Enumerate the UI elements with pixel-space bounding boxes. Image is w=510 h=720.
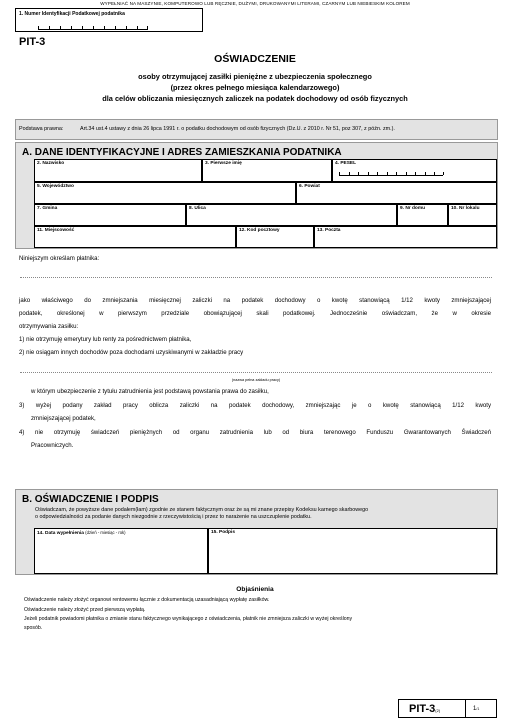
section-b [15,489,498,575]
voivodeship-field[interactable] [34,182,296,204]
municipality-label: 7. Gmina [37,206,58,211]
postal-code-label: 12. Kod pocztowy [239,228,280,233]
post-office-field[interactable] [314,226,497,248]
explanation-line-1: Oświadczenie należy złożyć organowi rentowemu łącznie z dokumentacją uzasadniającą wypłatę zasiłków. [24,597,270,603]
workplace-caption: (nazwa pełna zakładu pracy) [231,378,281,382]
legal-basis-text: Art.34 ust.4 ustawy z dnia 26 lipca 1991 r. o podatku dochodowym od osób fizycznych (Dz.U. z 2010 r. Nr 51, poz 307, z późn. zm.). [80,126,395,132]
house-number-field[interactable] [397,204,448,226]
payer-entry-line[interactable] [20,277,492,278]
street-field[interactable] [186,204,397,226]
pesel-field[interactable] [332,159,497,182]
nip-ticks [38,25,148,30]
house-number-label: 9. Nr domu [400,206,426,211]
voivodeship-label: 5. Województwo [37,184,74,189]
section-a [15,142,498,249]
county-field[interactable] [296,182,497,204]
top-instruction: WYPEŁNIAĆ NA MASZYNIE, KOMPUTEROWO LUB RĘCZNIE, DUŻYMI, DRUKOWANYMI LITERAMI, CZARNYM LUB NIEBIESKIM KOLOREM [100,1,410,6]
explanation-line-4: sposób. [24,625,43,631]
declaration-line-1: Oświadczam, że powyższe dane podałem(łam) zgodnie ze stanem faktycznym oraz że są mi znane przepisy Kodeksu karnego skarbowego [35,507,369,513]
item-2: 2) nie osiągam innych dochodów poza dochodami uzyskiwanymi w zakładzie pracy [19,349,244,356]
item-4-line-2: Pracowniczych. [31,442,74,449]
footer-code: PIT-3(2) [409,703,441,715]
paragraph-line-2: podatek, określonej w pierwszym przedziale obowiązującej skali podatkowej. Jednocześnie oświadczam, że w okresie [19,310,491,317]
item-3-line-1: 3) wyżej podany zakład pracy oblicza zaliczki na podatek dochodowy, zmniejszając je o kwotę stanowiącą 1/12 kwoty [19,402,491,409]
declaration-text [35,507,500,520]
item-3-line-2: zmniejszającej podatek, [31,415,96,422]
subtitle-line-2: (przez okres pełnego miesiąca kalendarzowego) [170,83,340,92]
intro-text: Niniejszym określam płatnika: [19,255,100,262]
paragraph-line-3: otrzymywania zasiłku: [19,323,79,330]
nip-label: 1. Numer Identyfikacji Podatkowej podatnika [19,11,125,17]
surname-label: 2. Nazwisko [37,161,65,166]
item-2-continuation: w którym ubezpieczenie z tytułu zatrudnienia jest podstawą powstania prawa do zasiłku, [31,388,269,395]
section-b-title: B. OŚWIADCZENIE I PODPIS [22,494,159,505]
signature-label: 15. Podpis [211,530,235,535]
city-label: 11. Miejscowość [37,228,75,233]
section-a-title: A. DANE IDENTYFIKACYJNE I ADRES ZAMIESZKANIA PODATNIKA [22,147,342,158]
date-label: 14. Data wypełnienia (dzień - miesiąc - rok) [37,530,126,536]
subtitle-line-3: dla celów obliczania miesięcznych zaliczek na podatek dochodowy od osób fizycznych [102,94,408,103]
postal-code-field[interactable] [236,226,314,248]
explanation-line-2: Oświadczenie należy złożyć przed pierwszą wypłatą. [24,607,146,613]
pesel-ticks [339,171,443,176]
post-office-label: 13. Poczta [317,228,341,233]
form-title: OŚWIADCZENIE [214,53,296,65]
date-hint: (dzień - miesiąc - rok) [85,530,126,535]
declaration-line-2: o odpowiedzialności za podanie danych niezgodnie z rzeczywistością i przez to narażenie na uszczuplenie podatku. [35,513,312,520]
item-4-line-1: 4) nie otrzymuję świadczeń pieniężnych od organu zatrudnienia lub od biura terenowego Funduszu Gwarantowanych Świadczeń [19,429,491,436]
city-field[interactable] [34,226,236,248]
legal-basis-label: Podstawa prawna: [19,126,64,132]
street-label: 8. Ulica [189,206,206,211]
footer-page: 1/1 [473,706,480,712]
explanation-line-3: Jeżeli podatnik powiadomi płatnika o zmianie stanu faktycznego wynikającego z oświadczenia, płatnik nie zmniejsza zaliczki w wyżej określony [24,616,353,622]
first-name-field[interactable] [202,159,332,182]
date-field[interactable] [34,528,208,574]
workplace-entry-line[interactable] [20,372,492,373]
municipality-field[interactable] [34,204,186,226]
paragraph-line-1: jako właściwego do zmniejszania miesięcznej zaliczki na podatek dochodowy o kwotę stanowiącą 1/12 kwoty zmniejszającej [19,297,491,304]
item-1: 1) nie otrzymuję emerytury lub renty za pośrednictwem płatnika, [19,336,192,343]
nip-field[interactable] [15,8,203,32]
county-label: 6. Powiat [299,184,320,189]
subtitle-line-1: osoby otrzymującej zasiłki pieniężne z ubezpieczenia społecznego [138,72,372,81]
apartment-number-label: 10. Nr lokalu [451,206,480,211]
explanations-title: Objaśnienia [236,586,274,593]
footer-form-code [398,699,497,718]
signature-field[interactable] [208,528,497,574]
first-name-label: 3. Pierwsze imię [205,161,242,166]
footer-page-of: /1 [476,707,480,711]
surname-field[interactable] [34,159,202,182]
footer-divider [465,700,466,717]
legal-basis [15,119,498,140]
pesel-label: 4. PESEL [335,161,357,166]
footer-version: (2) [435,708,441,713]
apartment-number-field[interactable] [448,204,497,226]
form-id: PIT-3 [19,36,46,48]
